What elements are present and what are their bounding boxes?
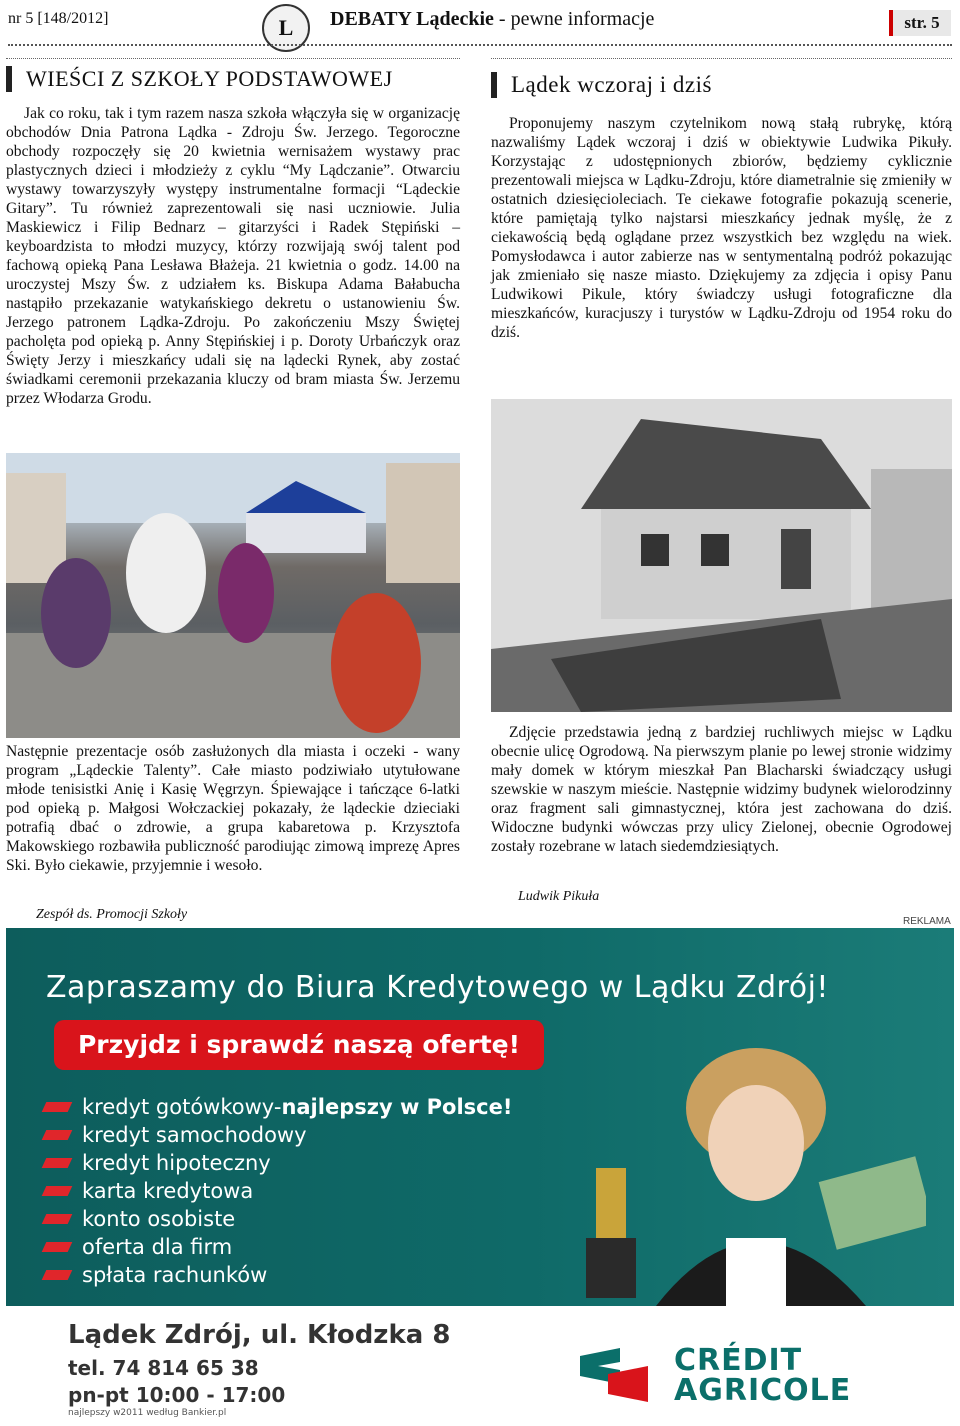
page-number: str. 5	[889, 10, 951, 36]
left-heading-rule	[6, 58, 460, 59]
right-article-continued	[491, 723, 952, 856]
advert-headline: Zapraszamy do Biura Kredytowego w Lądku Zdrój!	[46, 970, 829, 1005]
left-article-paragraph-2: Następnie prezentacje osób zasłużonych dla miasta i oczeki - wany program „Lądeckie Talenty”. Całe miasto podziwiało utytułowane młode tenisistki Anię i Kasię Węgrzyn. Śpiewające i tańczące 6-latki pod opieką p. Małgosi Wołczackiej pokazały, że lądeckie dzieciaki potrafią dbać o zdrowie, a grupa kabaretowa p. Krzysztofa Makowskiego rozbawiła publiczność parodiując zimową imprezę Apres Ski. Było ciekawie, przyjemnie i wesoło.	[6, 743, 460, 874]
credit-agricole-logo-icon	[580, 1348, 648, 1402]
right-section-heading: Lądek wczoraj i dziś	[491, 72, 951, 98]
title-rest: - pewne informacje	[493, 8, 655, 30]
left-article-paragraph-1: Jak co roku, tak i tym razem nasza szkoła włączyła się w organizację obchodów Dnia Patrona Lądka - Zdroju Św. Jerzego. Tegoroczne obchody rozpoczęły się 20 kwietnia wernisażem wystawy prac plastycznych dzieci i młodzieży z cyklu “My Lądczanie”. Otwarciu wystawy towarzyszyły występy instrumentalne formacji “Lądeckie Gitary”. Tu również zaprezentowali się nasi uczniowie. Julia Maskiewicz i Filip Bednarz – gitarzyści i Radek Stępiński – keyboardzista to młodzi muzycy, którzy rozwijają swój talent pod fachową opieką Pana Lesława Błażeja. 21 kwietnia o godz. 14.00 na uroczystej Mszy Św. z udziałem ks. Biskupa Adama Bałabucha nastąpiło przekazanie watykańskiego dekretu o ustanowieniu Św. Jerzego patronem Lądka-Zdroju. Po zakończeniu Mszy Świętej pacholęta pod opieką p. Anny Stępińskiej i p. Doroty Urbańczyk oraz Święty Jerzy i mieszkańcy udali się na lądecki Rynek, aby zostać świadkami ceremonii przekazania kluczy od bram miasta Św. Jerzemu przez Włodarza Grodu.	[6, 105, 460, 407]
red-stroke-icon	[42, 1158, 73, 1168]
header-divider	[8, 44, 952, 46]
credit-agricole-advert	[6, 928, 954, 1420]
red-stroke-icon	[42, 1102, 73, 1112]
red-stroke-icon	[42, 1130, 73, 1140]
right-heading-rule	[491, 58, 952, 59]
red-stroke-icon	[42, 1270, 73, 1280]
advert-award-note: najlepszy w2011 według Bankier.pl	[68, 1408, 227, 1418]
issue-number: nr 5 [148/2012]	[8, 10, 109, 27]
offer-item: konto osobiste	[44, 1205, 512, 1233]
red-stroke-icon	[42, 1186, 73, 1196]
school-parade-photo	[6, 453, 460, 738]
red-stroke-icon	[42, 1242, 73, 1252]
advert-hours: pn-pt 10:00 - 17:00	[68, 1383, 286, 1407]
offer-item: oferta dla firm	[44, 1233, 512, 1261]
offer-item: kredyt hipoteczny	[44, 1149, 512, 1177]
right-article-paragraph-1: Proponujemy naszym czytelnikom nową stałą rubrykę, którą nazwaliśmy Lądek wczoraj i dziś w obiektywie Ludwika Pikuły. Korzystając z udostępnionych zbiorów, będziemy cyklicznie prezentowali miejsca w Lądku-Zdroju, które diametralnie się zmieniły w ostatnich dziesięcioleciach. Te ciekawe fotografie pokazują scenerie, które pamiętają tylko najstarsi mieszkańcy jednak myślę, że z ciekawością będą oglądane przez wszystkich bez względu na wiek. Pomysłodawca i autor zabierze nas w sentymentalną podróż pokazując jak zmieniało się nasze miasto. Dziękujemy za zdjęcia i opisy Panu Ludwikowi Pikule, który świadczy usługi fotograficzne dla mieszkańców, kuracjuszy i turystów w Lądku-Zdroju od 1954 roku do dziś.	[491, 115, 952, 341]
title-bold: DEBATY Lądeckie	[330, 8, 494, 30]
offer-item: karta kredytowa	[44, 1177, 512, 1205]
newspaper-logo: L	[262, 4, 310, 52]
newspaper-title	[330, 8, 654, 31]
offer-item: spłata rachunków	[44, 1261, 512, 1289]
advert-phone: tel. 74 814 65 38	[68, 1356, 259, 1380]
advert-offer-list	[44, 1093, 512, 1289]
right-article-author: Ludwik Pikuła	[518, 889, 600, 904]
advert-address: Lądek Zdrój, ul. Kłodzka 8	[68, 1320, 451, 1350]
left-article-body	[6, 104, 460, 408]
right-article-paragraph-2: Zdjęcie przedstawia jedną z bardziej ruchliwych miejsc w Lądku obecnie ulicę Ogrodową. Na pierwszym planie po lewej stronie widzimy mały domek w którym mieszkał Pan Blacharski świadczący usługi szewskie w naszym mieście. Następnie widzimy budynek wielorodzinny oraz fragment sali gimnastycznej, która jest zachowana do dziś. Widoczne budynki wówczas przy ulicy Zielonej, obecnie Ogrodowej zostały rozebrane w latach siedemdziesiątych.	[491, 724, 952, 855]
advert-woman-trophy-illustration	[566, 1048, 926, 1306]
right-article-body	[491, 114, 952, 342]
left-section-heading: WIEŚCI Z SZKOŁY PODSTAWOWEJ	[6, 66, 466, 92]
advert-cta: Przyjdz i sprawdź naszą ofertę!	[54, 1020, 544, 1070]
offer-item: kredyt samochodowy	[44, 1121, 512, 1149]
advert-label: REKLAMA	[903, 916, 951, 927]
left-article-continued	[6, 742, 460, 875]
offer-item: kredyt gotówkowy- najlepszy w Polsce!	[44, 1093, 512, 1121]
credit-agricole-wordmark: CRÉDIT AGRICOLE	[674, 1343, 852, 1408]
left-article-author: Zespół ds. Promocji Szkoły	[36, 907, 188, 922]
historic-street-photo	[491, 399, 952, 712]
red-stroke-icon	[42, 1214, 73, 1224]
